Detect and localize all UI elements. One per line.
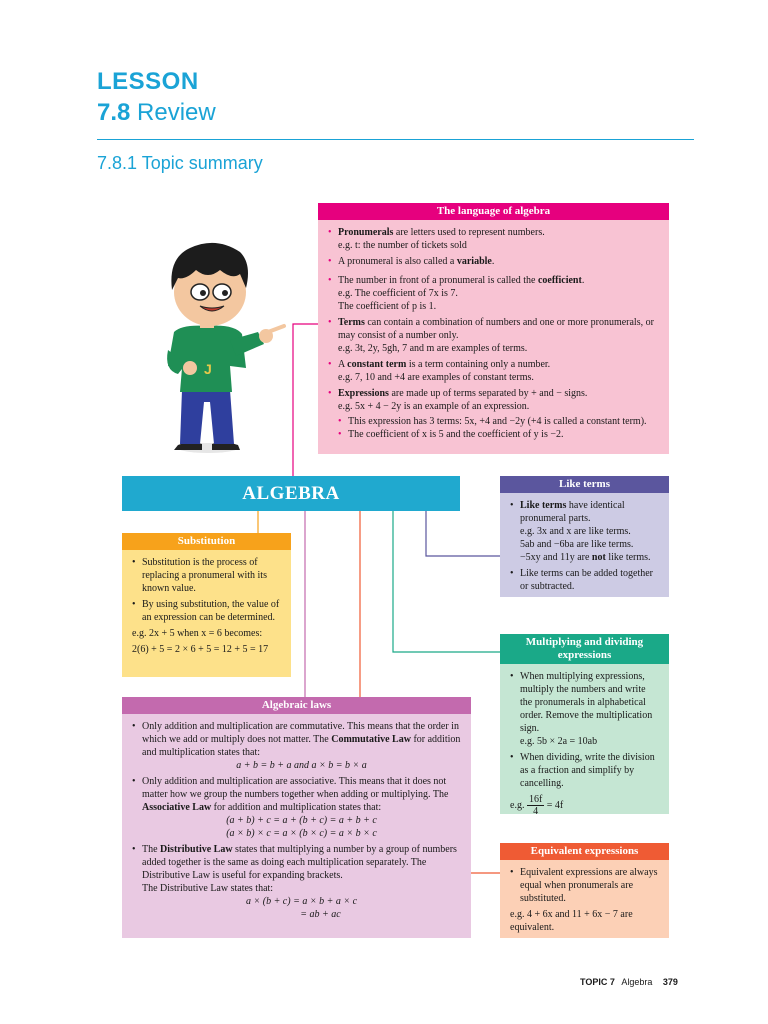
language-of-algebra-box [318, 203, 669, 454]
associative-formula-mult: (a × b) × c = a × (b × c) = a × b × c [226, 828, 377, 839]
algebra-title-bar: ALGEBRA [122, 476, 460, 511]
substitution-box-title: Substitution [122, 533, 291, 550]
equiv-example: e.g. 4 + 6x and 11 + 6x − 7 are equivalent. [510, 909, 633, 933]
language-sub-item: • This expression has 3 terms: 5x, +4 and −2y (+4 is called a constant term). [338, 415, 659, 428]
distributive-formula-simplified: = ab + ac [300, 909, 341, 920]
equivalent-expressions-box [500, 843, 669, 938]
like-terms-box [500, 476, 669, 597]
language-item: • Expressions are made up of terms separated by + and − signs. e.g. 5x + 4 − 2y is an example of an expression. • This expression has 3 terms: 5x, +4 and −2y (+4 is called a constant term). • The coefficient of x is 5 and the coefficient of y is −2. [328, 387, 659, 441]
distributive-formula: a × (b + c) = a × b + a × c [245, 896, 358, 907]
language-box-title: The language of algebra [318, 203, 669, 220]
language-item: • Terms can contain a combination of numbers and one or more pronumerals, or may consist of a number only. e.g. 3t, 2y, 5gh, 7 and m are examples of terms. [328, 316, 659, 355]
connector-language [293, 324, 318, 476]
svg-text:J: J [204, 361, 212, 377]
connector-like [426, 511, 500, 556]
language-item: • The number in front of a pronumeral is called the coefficient. e.g. The coefficient of 7x is 7. The coefficient of p is 1. [328, 274, 659, 313]
footer-topic: TOPIC 7 [580, 977, 615, 987]
section-heading: 7.8.1 Topic summary [97, 153, 263, 173]
lesson-name: Review [137, 99, 216, 126]
laws-box-title: Algebraic laws [122, 697, 471, 714]
substitution-item: • Substitution is the process of replacing a pronumeral with its known value. [132, 556, 281, 595]
division-example: e.g. $\frac{16f}{4}$ = 4f [510, 794, 564, 817]
substitution-box [122, 533, 291, 677]
substitution-example-result: 2(6) + 5 = 2 × 6 + 5 = 12 + 5 = 17 [132, 644, 269, 655]
laws-item-commutative: • Only addition and multiplication are commutative. This means that the order in which we add or multiply does not matter. The Commutative Law for addition and multiplication states that: a + b = b + a and a × b = b × a [132, 720, 461, 772]
mult-item: • When dividing, write the division as a fraction and simplify by cancelling. [510, 751, 659, 790]
lesson-label: LESSON [97, 68, 199, 95]
laws-item-distributive: • The Distributive Law states that multiplying a number by a group of numbers added together is the same as doing each multiplication separately. The Distributive Law is useful for expanding brackets. The Distributive Law states that: a × (b + c) = a × b + a × c = ab + ac [132, 843, 461, 921]
cartoon-boy-illustration [160, 240, 290, 455]
language-item: • Pronumerals are letters used to represent numbers. e.g. t: the number of tickets sold [328, 226, 659, 252]
associative-formula-add: (a + b) + c = a + (b + c) = a + b + c [226, 815, 377, 826]
laws-item-associative: • Only addition and multiplication are associative. This means that it does not matter how we group the numbers together when adding or multiplying. The Associative Law for addition and multiplication states that: (a + b) + c = a + (b + c) = a + b + c (a × b) × c = a × (b × c) = a × b × c [132, 775, 461, 840]
mult-item: • When multiplying expressions, multiply the numbers and write the pronumerals in alphabetical order. Remove the multiplication sign. e.g. 5b × 2a = 10ab [510, 670, 659, 748]
commutative-formula: a + b = b + a and a × b = b × a [236, 760, 367, 771]
algebraic-laws-box [122, 697, 471, 938]
substitution-example: e.g. 2x + 5 when x = 6 becomes: [132, 628, 263, 639]
equiv-item: • Equivalent expressions are always equal when pronumerals are substituted. [510, 866, 659, 905]
mult-box-title: Multiplying and dividing expressions [500, 634, 669, 664]
language-item: • A pronumeral is also called a variable. [328, 255, 659, 268]
fraction: $\frac{16f}{4}$ [528, 794, 543, 817]
page-footer [580, 977, 678, 987]
like-terms-box-title: Like terms [500, 476, 669, 493]
lesson-title [97, 99, 216, 127]
language-sub-item: • The coefficient of x is 5 and the coefficient of y is −2. [338, 428, 659, 441]
language-item: • A constant term is a term containing only a number. e.g. 7, 10 and +4 are examples of constant terms. [328, 358, 659, 384]
multiplying-dividing-box [500, 634, 669, 817]
lesson-number: 7.8 [97, 99, 131, 126]
footer-topic-name: Algebra [621, 977, 653, 987]
equiv-box-title: Equivalent expressions [500, 843, 669, 860]
page-number: 379 [662, 977, 678, 987]
header-divider [97, 139, 694, 140]
connector-mult [393, 511, 500, 652]
substitution-item: • By using substitution, the value of an expression can be determined. [132, 598, 281, 624]
like-terms-item: • Like terms have identical pronumeral parts. e.g. 3x and x are like terms. 5ab and −6ba are like terms. −5xy and 11y are not like terms. [510, 499, 659, 564]
like-terms-item: • Like terms can be added together or subtracted. [510, 567, 659, 593]
